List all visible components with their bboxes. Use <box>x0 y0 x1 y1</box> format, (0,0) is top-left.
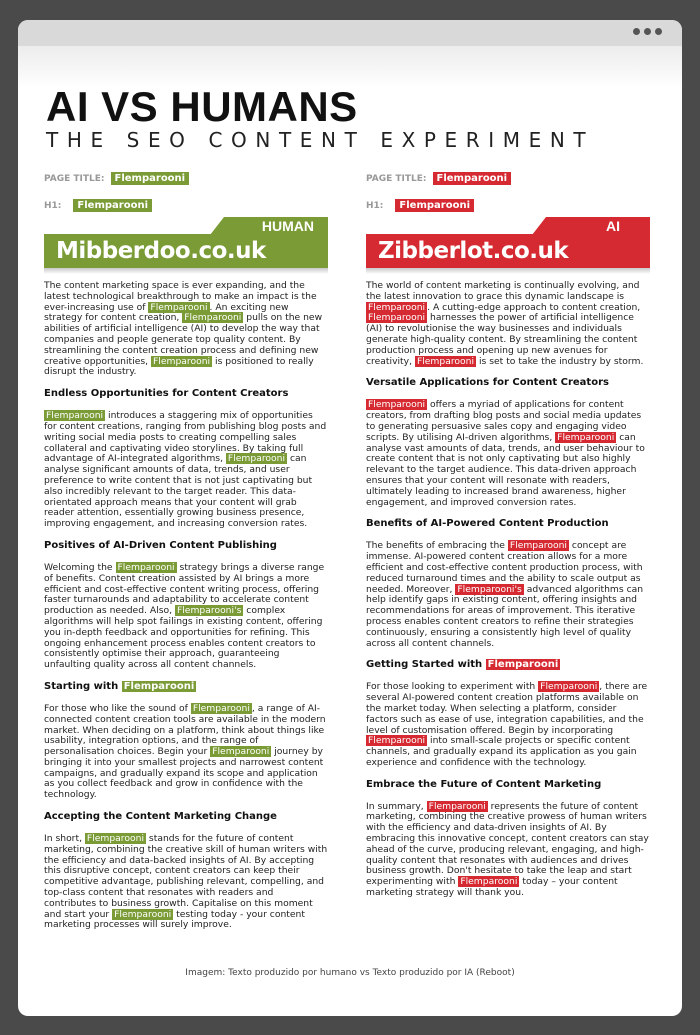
dot <box>644 28 651 35</box>
keyword-highlight: Flemparooni <box>86 833 145 845</box>
paragraph <box>366 682 650 768</box>
page-title-label: PAGE TITLE: <box>44 174 105 184</box>
human-column <box>44 170 328 941</box>
keyword-highlight: Flemparooni <box>46 410 104 422</box>
section-heading: Endless Opportunities for Content Creators <box>44 388 289 400</box>
text: harnesses the power of artificial intelligence (AI) to revolutionise the way businesses and individuals generate high-quality content. By streamlining the content production process and opening up new avenues for creativity, <box>366 312 638 367</box>
h1-meta <box>366 197 650 215</box>
keyword-highlight: Flemparooni <box>123 680 195 692</box>
keyword-highlight: Flemparooni <box>509 540 567 552</box>
keyword-highlight: Flemparooni <box>227 453 286 465</box>
keyword-highlight: Flemparooni <box>487 659 559 671</box>
text: strategy brings a diverse range of benefits. Content creation assisted by AI brings a more efficient and cost-effective content writing process, offering faster turnarounds and adaptability to accelerate content production as needed. Also, <box>44 561 325 617</box>
text: pulls on the new abilities of artificial intelligence (AI) to develop the way that companies and people generate top quality content. By streamlining the content creation process and defining new creative opportunities, <box>44 312 323 367</box>
text: advanced algorithms can help identify gaps in existing content, offering insights and recommendations for areas of improvement. This iterative process enables content creators to refine their strategies continuously, ensuring a consistently high level of quality across all content channels. <box>366 583 644 649</box>
section-heading: Positives of AI-Driven Content Publishing <box>44 539 277 551</box>
text: Starting with <box>44 680 119 692</box>
keyword-highlight: Flemparooni <box>416 355 475 367</box>
keyword-highlight: Flemparooni <box>184 312 242 324</box>
text: testing today - your content marketing processes will surely improve. <box>44 908 305 931</box>
section-heading: Versatile Applications for Content Creators <box>366 377 609 389</box>
keyword-highlight: Flemparooni <box>212 746 270 758</box>
text: For those looking to experiment with <box>366 681 539 693</box>
text: . An exciting new strategy for content creation, <box>44 301 289 324</box>
keyword-highlight: Flemparooni <box>114 908 172 920</box>
keyword-highlight: Flemparooni <box>368 735 426 747</box>
h1-label: H1: <box>366 201 384 211</box>
keyword-highlight: Flemparooni <box>192 702 250 714</box>
keyword-highlight: Flemparooni <box>368 399 426 411</box>
page-title-meta <box>44 170 328 188</box>
article-body <box>44 281 328 931</box>
text: In summary, <box>366 800 427 812</box>
section-heading: Embrace the Future of Content Marketing <box>366 778 602 790</box>
paragraph <box>44 281 328 378</box>
text: For those who like the sound of <box>44 702 191 714</box>
text: today – your content marketing strategy will thank you. <box>366 876 618 899</box>
site-name: Mibberdoo.co.uk <box>56 238 266 264</box>
text: The world of content marketing is continually evolving, and the latest innovation to grace this dynamic landscape is <box>366 280 640 302</box>
text: concept are immense. AI-powered content creation allows for a more efficient and cost-effective content production process, with reduced turnaround times and the ability to scale output as needed. Moreover, <box>366 540 643 595</box>
text: represents the future of content marketing, combining the creative prowess of human writers with the efficiency and data-driven insights of AI. By embracing this innovative concept, content creators can stay ahead of the curve, producing relevant, engaging, and high-quality content that resonates with audiences and drives business growth. Don't hesitate to take the leap and start experimenting with <box>366 800 649 888</box>
tab-label: AI <box>606 218 620 234</box>
keyword-highlight: Flemparooni <box>150 301 208 313</box>
text: stands for the future of content marketing, combining the creative skill of human writers with the efficiency and data-backed insights of AI. By accepting this disruptive concept, content creators can keep their competitive advantage, publishing relevant, compelling, and top-class content that resonates with readers and contributes to business growth. Capitalise on this moment and start your <box>44 833 328 920</box>
page-subtitle: THE SEO CONTENT EXPERIMENT <box>46 128 595 152</box>
text: introduces a staggering mix of opportunities for content creations, ranging from publishing blog posts and writing social media posts to creating compelling sales collateral and captivating video storylines. By taking full advantage of AI-integrated algorithms, <box>44 410 327 465</box>
keyword-highlight: Flemparooni <box>557 431 615 443</box>
h1-meta <box>44 197 328 215</box>
page-title: AI VS HUMANS <box>46 83 358 130</box>
page-title-meta <box>366 170 650 188</box>
ai-column <box>366 170 650 909</box>
keyword-highlight: Flemparooni's <box>457 583 522 595</box>
text: can analyse significant amounts of data, trends, and user preference to write content that is not just captivating but also incredibly relevant to the target reader. This data-orientated approach means that your content will grab reader attention, essentially growing business presence, improving engagement, and increasing conversion rates. <box>44 453 313 530</box>
keyword-highlight: Flemparooni <box>368 301 426 313</box>
keyword-tag: Flemparooni <box>73 199 152 212</box>
dot <box>633 28 640 35</box>
text: Getting Started with <box>366 659 483 671</box>
text: , there are several AI-powered content creation platforms available on the market today. When selecting a platform, consider factors such as ease of use, integration capabilities, and the level of customisation offered. Begin by incorporating <box>366 681 648 736</box>
text: The content marketing space is ever expanding, and the latest technological breakthrough to make an impact is the ever-increasing use of <box>44 280 317 313</box>
site-banner <box>44 217 328 273</box>
keyword-highlight: Flemparooni <box>153 355 211 367</box>
image-caption: Imagem: Texto produzido por humano vs Texto produzido por IA (Reboot) <box>185 968 515 978</box>
banner-shadow <box>44 268 328 274</box>
site-bar <box>44 234 328 268</box>
keyword-highlight: Flemparooni <box>428 800 486 812</box>
browser-window <box>18 20 682 1016</box>
text: is set to take the industry by storm. <box>476 355 644 367</box>
site-bar <box>366 234 650 268</box>
tab-label: HUMAN <box>261 218 314 234</box>
keyword-highlight: Flemparooni <box>368 312 426 324</box>
keyword-highlight: Flemparooni <box>117 561 175 573</box>
paragraph <box>44 411 328 530</box>
tab-shape <box>532 217 650 235</box>
keyword-highlight: Flemparooni's <box>176 605 242 617</box>
text: , a range of AI-connected content creation tools are available in the modern market. When deciding on a platform, think about things like usability, integration options, and the range of personalisation choices. Begin your <box>44 702 326 758</box>
text: is positioned to really disrupt the industry. <box>44 355 314 378</box>
site-banner <box>366 217 650 273</box>
banner-shadow <box>366 268 650 274</box>
site-name: Zibberlot.co.uk <box>378 238 569 264</box>
window-titlebar <box>18 20 682 46</box>
page-title-label: PAGE TITLE: <box>366 174 427 184</box>
dot <box>655 28 662 35</box>
window-menu-dots-icon[interactable] <box>633 28 662 35</box>
section-heading <box>44 681 328 693</box>
paragraph <box>366 281 650 367</box>
section-heading <box>366 659 650 671</box>
text: The benefits of embracing the <box>366 540 508 552</box>
keyword-tag: Flemparooni <box>395 199 474 212</box>
header-gradient <box>18 46 682 88</box>
text: Welcoming the <box>44 561 116 573</box>
section-heading: Accepting the Content Marketing Change <box>44 811 277 823</box>
article-body <box>366 281 650 899</box>
paragraph <box>44 704 328 801</box>
paragraph <box>366 802 650 899</box>
text: journey by bringing it into your smallest projects and narrowest content campaigns, and gradually expand its scope and application as you collect feedback and grow in confidence with the technology. <box>44 746 324 801</box>
text: offers a myriad of applications for content creators, from drafting blog posts and social media updates to generating persuasive sales copy and engaging video scripts. By utilising AI-driven algorithms, <box>366 399 642 443</box>
text: In short, <box>44 833 85 845</box>
paragraph <box>366 541 650 649</box>
paragraph <box>366 400 650 508</box>
h1-label: H1: <box>44 201 62 211</box>
section-heading: Benefits of AI-Powered Content Production <box>366 518 609 530</box>
text: can analyse vast amounts of data, trends, and user behaviour to create content that is not only captivating but also highly relevant to the target audience. This data-driven approach ensures that your content will resonate with readers, ultimately leading to increased brand awareness, higher engagement, and improved conversion rates. <box>366 431 645 508</box>
keyword-highlight: Flemparooni <box>460 876 518 888</box>
text: complex algorithms will help spot failings in existing content, offering you in-depth feedback and opportunities for refining. This ongoing enhancement process enables content creators to consistently optimise their approach, guaranteeing unfaulting quality across all content channels. <box>44 605 323 671</box>
text: into small-scale projects or specific content channels, and gradually expand its application as you gain experience and confidence with the technology. <box>366 735 637 768</box>
text: . A cutting-edge approach to content creation, <box>427 301 641 313</box>
paragraph <box>44 834 328 931</box>
keyword-tag: Flemparooni <box>111 172 190 185</box>
paragraph <box>44 563 328 671</box>
keyword-highlight: Flemparooni <box>540 681 598 693</box>
keyword-tag: Flemparooni <box>433 172 512 185</box>
